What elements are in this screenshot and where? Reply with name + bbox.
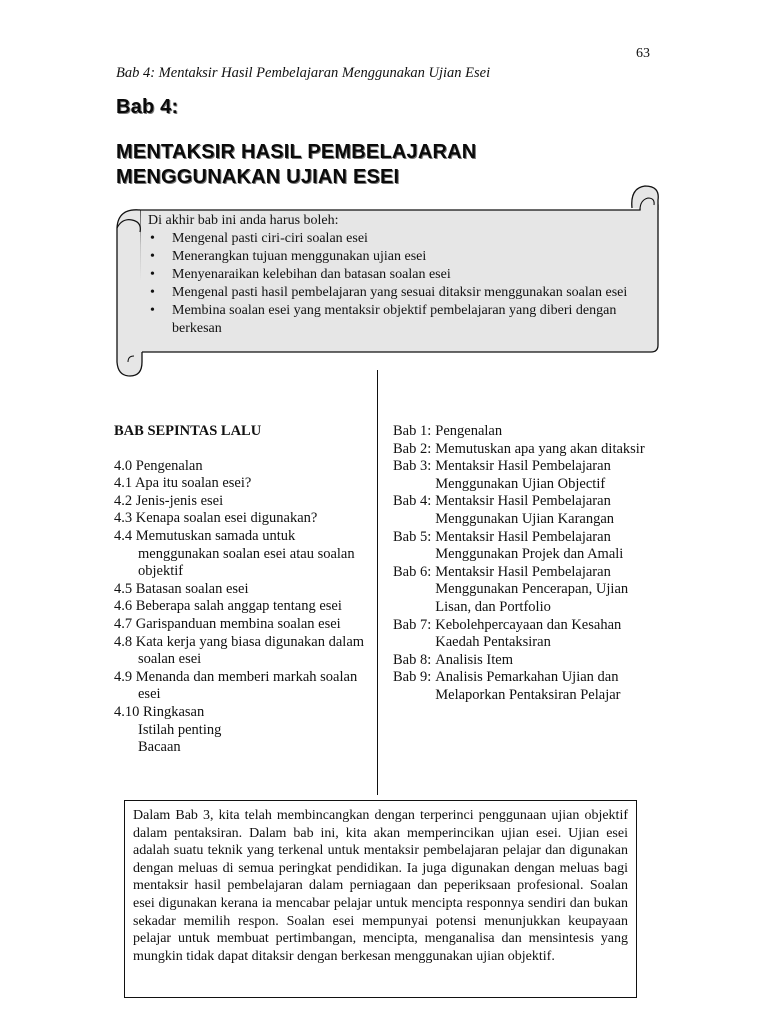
chapter-number: Bab 4: xyxy=(393,493,432,510)
chapter-number: Bab 3: xyxy=(393,458,432,475)
chapter-row xyxy=(393,458,663,493)
chapter-number: Bab 2: xyxy=(393,440,432,457)
chapter-outline xyxy=(114,423,376,757)
outline-item: 4.10 Ringkasan xyxy=(114,703,205,720)
chapter-row xyxy=(393,423,663,441)
page-number: 63 xyxy=(636,46,650,61)
scroll-banner-shape xyxy=(0,0,768,400)
chapter-row xyxy=(393,652,663,670)
chapter-row xyxy=(393,617,663,652)
chapter-name: Pengenalan xyxy=(435,423,503,439)
objectives-list xyxy=(148,230,646,338)
outline-sub-item: Bacaan xyxy=(138,739,181,756)
chapter-number: Bab 8: xyxy=(393,651,432,668)
outline-sub-item: Istilah penting xyxy=(138,721,222,738)
chapter-name: Mentaksir Hasil Pembelajaran Menggunakan Pencerapan, Ujian Lisan, dan Portfolio xyxy=(435,563,629,615)
chapter-name: Mentaksir Hasil Pembelajaran Menggunakan Ujian Karangan xyxy=(435,493,615,527)
objective-item: • Menerangkan tujuan menggunakan ujian esei xyxy=(148,248,646,266)
outline-item: 4.4 Memutuskan samada untuk menggunakan soalan esei atau soalan objektif xyxy=(114,527,355,580)
chapter-name: Mentaksir Hasil Pembelajaran Menggunakan Projek dan Amali xyxy=(435,528,624,563)
objectives-intro: Di akhir bab ini anda harus boleh: xyxy=(148,213,339,228)
chapter-number: Bab 9: xyxy=(393,669,432,686)
column-divider xyxy=(377,370,378,795)
chapter-name: Analisis Item xyxy=(435,651,513,668)
outline-item: 4.6 Beberapa salah anggap tentang esei xyxy=(114,598,342,615)
outline-item: 4.1 Apa itu soalan esei? xyxy=(114,475,252,492)
chapter-row xyxy=(393,493,663,528)
chapter-name: Mentaksir Hasil Pembelajaran Menggunakan Ujian Objectif xyxy=(435,458,611,492)
chapter-name: Analisis Pemarkahan Ujian dan Melaporkan Pentaksiran Pelajar xyxy=(435,669,621,703)
chapter-label: Bab 4: xyxy=(116,96,179,118)
learning-objectives xyxy=(148,212,646,338)
chapter-name: Kebolehpercayaan dan Kesahan Kaedah Pentaksiran xyxy=(435,616,622,651)
outline-item: 4.8 Kata kerja yang biasa digunakan dalam soalan esei xyxy=(114,633,365,668)
objective-item: • Mengenal pasti ciri-ciri soalan esei xyxy=(148,230,646,248)
objective-item: • Mengenal pasti hasil pembelajaran yang sesuai ditaksir menggunakan soalan esei xyxy=(148,284,646,302)
scroll-right-curl xyxy=(632,186,658,210)
outline-item: 4.5 Batasan soalan esei xyxy=(114,580,249,597)
chapter-row xyxy=(393,441,663,459)
chapter-intro-box xyxy=(124,800,637,998)
chapter-number: Bab 1: xyxy=(393,423,432,439)
chapter-number: Bab 5: xyxy=(393,528,432,545)
outline-title: BAB SEPINTAS LALU xyxy=(114,423,262,439)
objective-item: • Membina soalan esei yang mentaksir objektif pembelajaran yang diberi dengan berkesan xyxy=(148,302,646,338)
outline-item: 4.9 Menanda dan memberi markah soalan esei xyxy=(114,668,358,703)
chapter-name: Memutuskan apa yang akan ditaksir xyxy=(435,440,645,457)
chapter-row xyxy=(393,529,663,564)
chapter-list xyxy=(393,423,663,705)
intro-paragraph: Dalam Bab 3, kita telah membincangkan dengan terperinci penggunaan ujian objektif dalam pentaksiran. Dalam bab ini, kita akan memperincikan ujian esei. Ujian esei adalah suatu teknik yang terkenal untuk mentaksir pembelajaran pelajar dan digunakan dengan meluas di semua peringkat pendidikan. Ia juga digunakan dengan meluas bagi mentaksir hasil pembelajaran dalam perniagaan dan peperiksaan profesional. Soalan esei digunakan kerana ia mencabar pelajar untuk mencipta responnya sendiri dan bukan sekadar memilih respon. Soalan esei mempunyai potensi menunjukkan keupayaan pelajar untuk membuat pertimbangan, mencipta, menganalisa dan mensintesis yang mungkin tidak dapat ditaksir dengan berkesan menggunakan ujian objektif. xyxy=(133,808,628,964)
chapter-number: Bab 6: xyxy=(393,563,432,580)
outline-item: 4.2 Jenis-jenis esei xyxy=(114,492,224,509)
outline-item: 4.7 Garispanduan membina soalan esei xyxy=(114,615,341,632)
outline-item: 4.0 Pengenalan xyxy=(114,457,203,474)
chapter-row xyxy=(393,669,663,704)
chapter-number: Bab 7: xyxy=(393,616,432,633)
chapter-title-line-2: MENGGUNAKAN UJIAN ESEI xyxy=(116,166,400,188)
chapter-title-line-1: MENTAKSIR HASIL PEMBELAJARAN xyxy=(116,141,477,163)
outline-item: 4.3 Kenapa soalan esei digunakan? xyxy=(114,510,318,527)
objective-item: • Menyenaraikan kelebihan dan batasan soalan esei xyxy=(148,266,646,284)
chapter-row xyxy=(393,564,663,617)
running-header: Bab 4: Mentaksir Hasil Pembelajaran Menggunakan Ujian Esei xyxy=(116,65,491,81)
scroll-left-curl xyxy=(117,210,142,376)
